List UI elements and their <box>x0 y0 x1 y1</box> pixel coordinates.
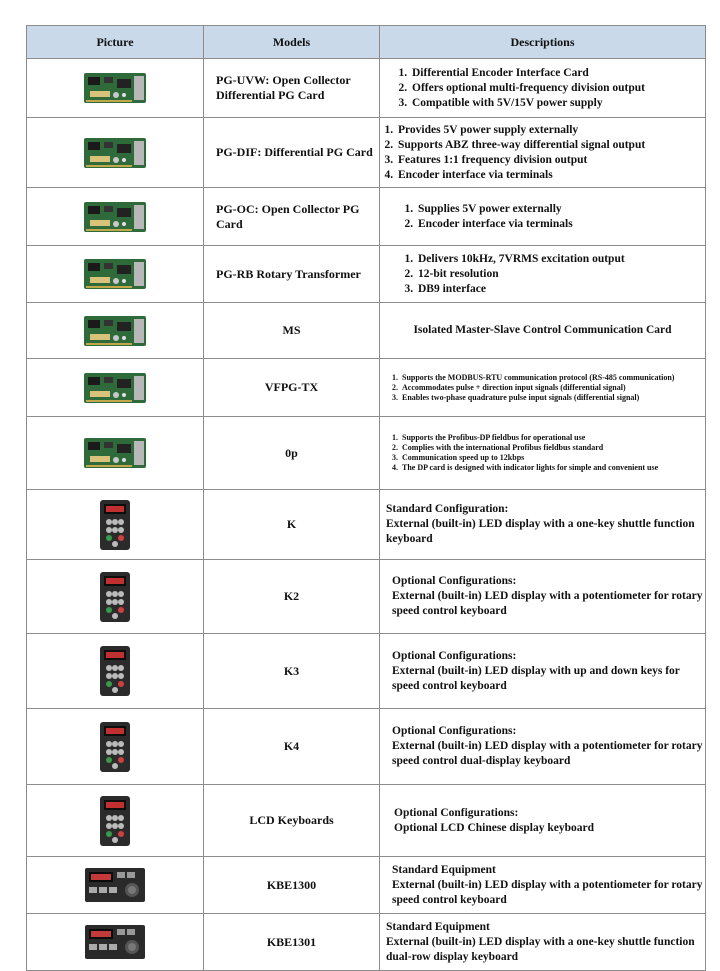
model-name: K2 <box>204 560 380 634</box>
table-row <box>27 188 706 246</box>
description-text: External (built-in) LED display with a potentiometer for rotary speed control dual-display keyboard <box>392 740 703 767</box>
description-item: 3. Enables two-phase quadrature pulse input signals (differential signal) <box>400 393 705 403</box>
description-item: 2. Accommodates pulse + direction input signals (differential signal) <box>400 383 705 393</box>
table-row <box>27 560 706 634</box>
description-text: External (built-in) LED display with up and down keys for speed control keyboard <box>392 664 680 692</box>
model-name: K4 <box>204 709 380 785</box>
product-image-k4 <box>27 709 204 785</box>
header-models: Models <box>204 26 380 59</box>
table-row <box>27 634 706 709</box>
description-item: 3. Communication speed up to 12kbps <box>400 453 705 463</box>
model-name: PG-OC: Open Collector PG Card <box>204 188 380 246</box>
table-row <box>27 417 706 490</box>
description: Isolated Master-Slave Control Communication Card <box>380 303 706 359</box>
table-row <box>27 914 706 971</box>
product-image-pg-rb <box>27 246 204 303</box>
description-item: 1. Supplies 5V power externally <box>416 202 705 217</box>
product-image-lcd-keyboard <box>27 785 204 857</box>
description-item: 2. Encoder interface via terminals <box>416 217 705 232</box>
table-row <box>27 246 706 303</box>
model-name: KBE1301 <box>204 914 380 971</box>
table-row <box>27 490 706 560</box>
table-row <box>27 359 706 417</box>
product-image-ms <box>27 303 204 359</box>
description-item: 2. 12-bit resolution <box>416 267 705 282</box>
description-heading: Standard Equipment <box>392 863 496 876</box>
description <box>380 490 706 560</box>
description-heading: Optional Configurations: <box>392 725 517 737</box>
model-name: 0p <box>204 417 380 490</box>
description-item: 1. Supports the MODBUS-RTU communication protocol (RS-485 communication) <box>400 373 705 383</box>
table-row <box>27 709 706 785</box>
product-image-pg-dif <box>27 118 204 188</box>
table-row <box>27 857 706 914</box>
table-row <box>27 118 706 188</box>
product-image-kbe1300 <box>27 857 204 914</box>
description-item: 1. Delivers 10kHz, 7VRMS excitation output <box>416 252 705 267</box>
description-text: External (built-in) LED display with a potentiometer for rotary speed control keyboard <box>392 878 703 906</box>
description-text: External (built-in) LED display with a one-key shuttle function dual-row display keyboard <box>386 935 695 963</box>
table-row <box>27 303 706 359</box>
model-name: VFPG-TX <box>204 359 380 417</box>
description-item: 3. Compatible with 5V/15V power supply <box>410 96 705 111</box>
description <box>380 857 706 914</box>
description <box>380 59 706 118</box>
description-heading: Optional Configurations: <box>392 649 517 662</box>
description-heading: Standard Equipment <box>386 920 490 933</box>
model-name: LCD Keyboards <box>204 785 380 857</box>
header-row <box>27 26 706 59</box>
table-row <box>27 785 706 857</box>
description-item: 3. DB9 interface <box>416 282 705 297</box>
description <box>380 246 706 303</box>
model-name: PG-UVW: Open Collector Differential PG Card <box>204 59 380 118</box>
product-image-kbe1301 <box>27 914 204 971</box>
description <box>380 188 706 246</box>
description <box>380 417 706 490</box>
description <box>380 785 706 857</box>
description-item: 2. Offers optional multi-frequency division output <box>410 81 705 96</box>
product-image-k2 <box>27 560 204 634</box>
model-name: PG-DIF: Differential PG Card <box>204 118 380 188</box>
description <box>380 560 706 634</box>
model-name: K3 <box>204 634 380 709</box>
table-row <box>27 59 706 118</box>
model-name: KBE1300 <box>204 857 380 914</box>
spec-table <box>26 25 706 971</box>
model-name: MS <box>204 303 380 359</box>
header-descriptions: Descriptions <box>380 26 706 59</box>
description-item: 1. Provides 5V power supply externally <box>396 123 705 138</box>
product-image-0p <box>27 417 204 490</box>
product-image-vfpg-tx <box>27 359 204 417</box>
model-name: K <box>204 490 380 560</box>
description-heading: Optional Configurations: <box>392 575 517 587</box>
description <box>380 634 706 709</box>
model-name: PG-RB Rotary Transformer <box>204 246 380 303</box>
description-heading: Optional Configurations: <box>394 806 519 819</box>
description <box>380 118 706 188</box>
description-item: 4. The DP card is designed with indicator lights for simple and convenient use <box>400 463 705 473</box>
description <box>380 359 706 417</box>
description <box>380 709 706 785</box>
description-item: 1. Differential Encoder Interface Card <box>410 66 705 81</box>
description-item: 1. Supports the Profibus-DP fieldbus for operational use <box>400 433 705 443</box>
product-image-k <box>27 490 204 560</box>
product-image-pg-uvw <box>27 59 204 118</box>
description-text: Optional LCD Chinese display keyboard <box>394 821 595 834</box>
description-text: External (built-in) LED display with a potentiometer for rotary speed control keyboard <box>392 590 703 617</box>
description-heading: Standard Configuration: <box>386 503 509 515</box>
description-text: External (built-in) LED display with a one-key shuttle function keyboard <box>386 518 695 545</box>
description-item: 2. Complies with the international Profibus fieldbus standard <box>400 443 705 453</box>
description <box>380 914 706 971</box>
description-item: 4. Encoder interface via terminals <box>396 168 705 183</box>
description-item: 3. Features 1:1 frequency division output <box>396 153 705 168</box>
description-item: 2. Supports ABZ three-way differential signal output <box>396 138 705 153</box>
product-image-k3 <box>27 634 204 709</box>
product-image-pg-oc <box>27 188 204 246</box>
header-picture: Picture <box>27 26 204 59</box>
